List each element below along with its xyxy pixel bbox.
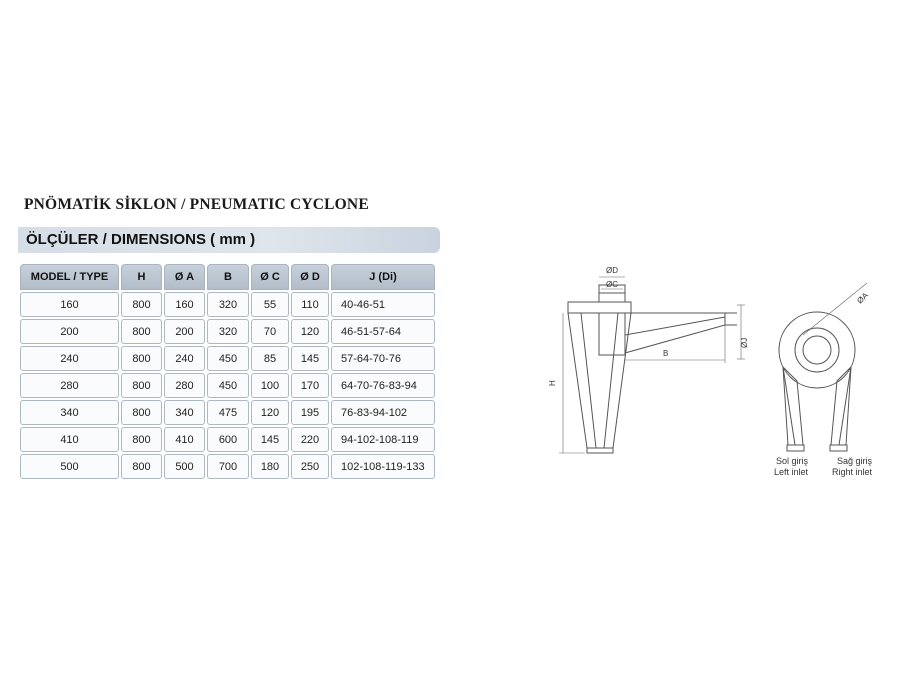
cell-c: 100 xyxy=(251,373,289,398)
cell-c: 120 xyxy=(251,400,289,425)
cell-j: 102-108-119-133 xyxy=(331,454,435,479)
cell-b: 700 xyxy=(207,454,249,479)
cell-c: 70 xyxy=(251,319,289,344)
cell-h: 800 xyxy=(121,427,162,452)
column-header-j: J (Di) xyxy=(331,264,435,290)
cell-model: 280 xyxy=(20,373,119,398)
cyclone-technical-drawing xyxy=(545,255,890,490)
cell-d: 145 xyxy=(291,346,329,371)
column-header-b: B xyxy=(207,264,249,290)
label-d: ØD xyxy=(606,266,618,275)
label-h: H xyxy=(548,380,557,386)
table-row xyxy=(20,400,435,425)
right-inlet-caption-en: Right inlet xyxy=(832,467,873,477)
cell-c: 145 xyxy=(251,427,289,452)
table-row xyxy=(20,454,435,479)
table-row xyxy=(20,319,435,344)
cell-model: 160 xyxy=(20,292,119,317)
cell-a: 240 xyxy=(164,346,205,371)
dimensions-table xyxy=(18,262,437,481)
cell-model: 200 xyxy=(20,319,119,344)
cell-b: 450 xyxy=(207,346,249,371)
cell-h: 800 xyxy=(121,319,162,344)
cell-d: 220 xyxy=(291,427,329,452)
label-b: B xyxy=(663,349,669,358)
right-inlet-caption-tr: Sağ giriş xyxy=(837,456,873,466)
column-header-h: H xyxy=(121,264,162,290)
table-row xyxy=(20,292,435,317)
cell-a: 340 xyxy=(164,400,205,425)
cell-model: 240 xyxy=(20,346,119,371)
table-row xyxy=(20,427,435,452)
table-row xyxy=(20,373,435,398)
cell-j: 40-46-51 xyxy=(331,292,435,317)
cell-h: 800 xyxy=(121,373,162,398)
cell-h: 800 xyxy=(121,292,162,317)
cell-h: 800 xyxy=(121,400,162,425)
cell-b: 600 xyxy=(207,427,249,452)
column-header-c: Ø C xyxy=(251,264,289,290)
cell-j: 57-64-70-76 xyxy=(331,346,435,371)
left-inlet-caption-tr: Sol giriş xyxy=(776,456,809,466)
cell-a: 410 xyxy=(164,427,205,452)
cell-b: 320 xyxy=(207,292,249,317)
cell-d: 195 xyxy=(291,400,329,425)
cell-model: 340 xyxy=(20,400,119,425)
label-c: ØC xyxy=(606,280,618,289)
cell-j: 94-102-108-119 xyxy=(331,427,435,452)
cell-b: 450 xyxy=(207,373,249,398)
cell-j: 64-70-76-83-94 xyxy=(331,373,435,398)
table-row xyxy=(20,346,435,371)
cell-b: 320 xyxy=(207,319,249,344)
cell-d: 110 xyxy=(291,292,329,317)
cell-c: 180 xyxy=(251,454,289,479)
cell-h: 800 xyxy=(121,346,162,371)
table-header-row xyxy=(20,264,435,290)
cell-a: 200 xyxy=(164,319,205,344)
cell-b: 475 xyxy=(207,400,249,425)
cell-c: 85 xyxy=(251,346,289,371)
inlet-duct-shape xyxy=(625,313,725,353)
cell-c: 55 xyxy=(251,292,289,317)
left-inlet-caption-en: Left inlet xyxy=(774,467,809,477)
dimensions-header-bar xyxy=(18,227,440,253)
column-header-d: Ø D xyxy=(291,264,329,290)
cell-model: 410 xyxy=(20,427,119,452)
cell-d: 250 xyxy=(291,454,329,479)
cell-a: 160 xyxy=(164,292,205,317)
dimensions-header: ÖLÇÜLER / DIMENSIONS ( mm ) xyxy=(26,231,256,248)
label-a: ØA xyxy=(855,290,870,306)
column-header-a: Ø A xyxy=(164,264,205,290)
cell-h: 800 xyxy=(121,454,162,479)
cell-a: 280 xyxy=(164,373,205,398)
cell-model: 500 xyxy=(20,454,119,479)
column-header-model: MODEL / TYPE xyxy=(20,264,119,290)
cell-j: 76-83-94-102 xyxy=(331,400,435,425)
cell-d: 120 xyxy=(291,319,329,344)
label-j: ØJ xyxy=(740,337,749,348)
cell-d: 170 xyxy=(291,373,329,398)
document-title: PNÖMATİK SİKLON / PNEUMATIC CYCLONE xyxy=(24,196,369,213)
cell-j: 46-51-57-64 xyxy=(331,319,435,344)
cell-a: 500 xyxy=(164,454,205,479)
